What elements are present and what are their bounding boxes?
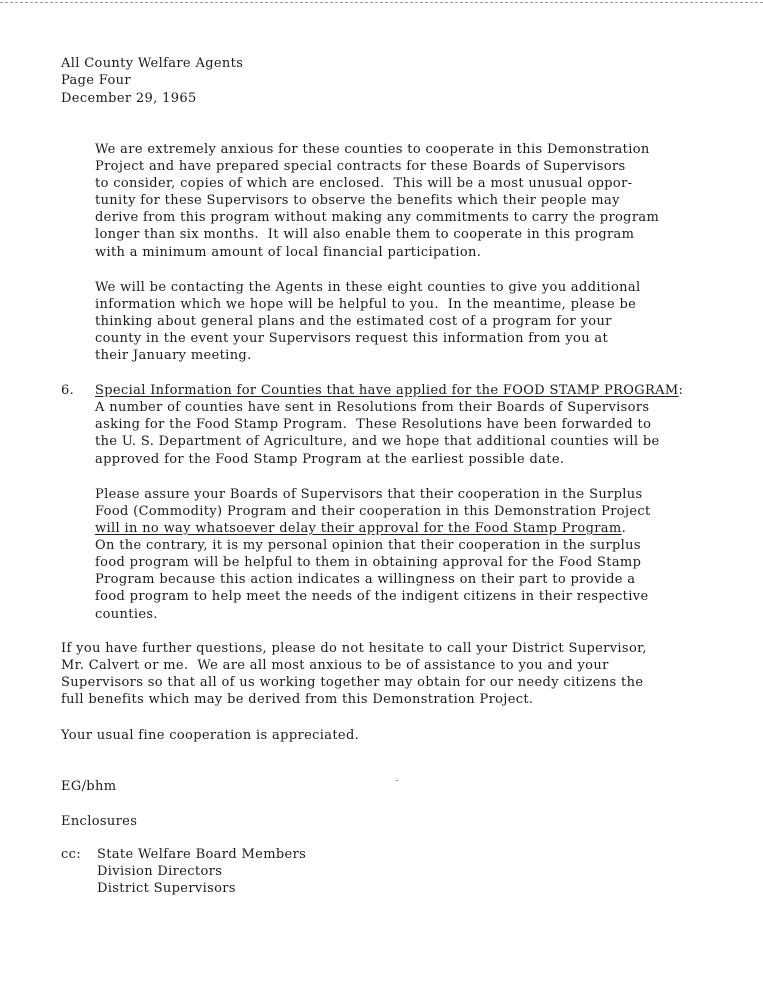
para4-line: Program because this action indicates a willingness on their part to provide a [95, 572, 636, 587]
item6-body-line: approved for the Food Stamp Program at the earliest possible date. [95, 452, 565, 467]
para4-line: On the contrary, it is my personal opinion that their cooperation in the surplus [95, 538, 641, 553]
para5-line: full benefits which may be derived from this Demonstration Project. [61, 692, 534, 707]
para5-line: Supervisors so that all of us working together may obtain for our needy citizens the [61, 675, 644, 690]
item6-body-line: asking for the Food Stamp Program. These Resolutions have been forwarded to [95, 417, 652, 432]
para1-line: to consider, copies of which are enclosed. This will be a most unusual oppor- [95, 176, 633, 191]
page-top-edge [0, 2, 763, 3]
cc-label: cc: [61, 847, 81, 862]
item6-body-line: the U. S. Department of Agriculture, and we hope that additional counties will be [95, 434, 660, 449]
para2-line: county in the event your Supervisors request this information from you at [95, 331, 609, 346]
para1-line: tunity for these Supervisors to observe the benefits which their people may [95, 193, 620, 208]
item6-heading-text: Special Information for Counties that have applied for the FOOD STAMP PROGRAM [95, 383, 679, 398]
header-date: December 29, 1965 [61, 91, 197, 106]
para4-period: . [621, 521, 627, 536]
para2-line: their January meeting. [95, 348, 252, 363]
para4-line: food program to help meet the needs of the indigent citizens in their respective [95, 589, 649, 604]
item-number: 6. [61, 383, 75, 398]
para5-line: Mr. Calvert or me. We are all most anxious to be of assistance to you and your [61, 658, 609, 673]
para4-emphasis-line [95, 520, 626, 537]
cc-recipient: Division Directors [97, 864, 223, 879]
closing-line: Your usual fine cooperation is appreciated. [61, 728, 360, 743]
para4-line: Please assure your Boards of Supervisors that their cooperation in the Surplus [95, 487, 643, 502]
para4-line: food program will be helpful to them in obtaining approval for the Food Stamp [95, 555, 642, 570]
header-recipient: All County Welfare Agents [61, 56, 244, 71]
para5-line: If you have further questions, please do not hesitate to call your District Supervisor, [61, 641, 647, 656]
item6-body-line: A number of counties have sent in Resolutions from their Boards of Supervisors [95, 400, 650, 415]
para1-line: Project and have prepared special contracts for these Boards of Supervisors [95, 159, 626, 174]
para1-line: derive from this program without making any commitments to carry the program [95, 210, 660, 225]
para2-line: We will be contacting the Agents in these eight counties to give you additional [95, 280, 641, 295]
cc-recipient: District Supervisors [97, 881, 236, 896]
item6-heading-colon: : [678, 383, 684, 398]
header-page: Page Four [61, 73, 131, 88]
cc-recipient: State Welfare Board Members [97, 847, 307, 862]
para2-line: thinking about general plans and the estimated cost of a program for your [95, 314, 612, 329]
enclosures-note: Enclosures [61, 814, 138, 829]
para1-line: longer than six months. It will also enable them to cooperate in this program [95, 227, 635, 242]
para1-line: with a minimum amount of local financial participation. [95, 245, 482, 260]
para1-line: We are extremely anxious for these counties to cooperate in this Demonstration [95, 142, 650, 157]
para2-line: information which we hope will be helpful to you. In the meantime, please be [95, 297, 637, 312]
item6-heading [95, 382, 683, 399]
para4-line: counties. [95, 607, 158, 622]
scan-speck [396, 780, 398, 781]
para4-underlined-text: will in no way whatsoever delay their approval for the Food Stamp Program [95, 521, 622, 536]
para4-line: Food (Commodity) Program and their cooperation in this Demonstration Project [95, 504, 651, 519]
typist-initials: EG/bhm [61, 779, 117, 794]
